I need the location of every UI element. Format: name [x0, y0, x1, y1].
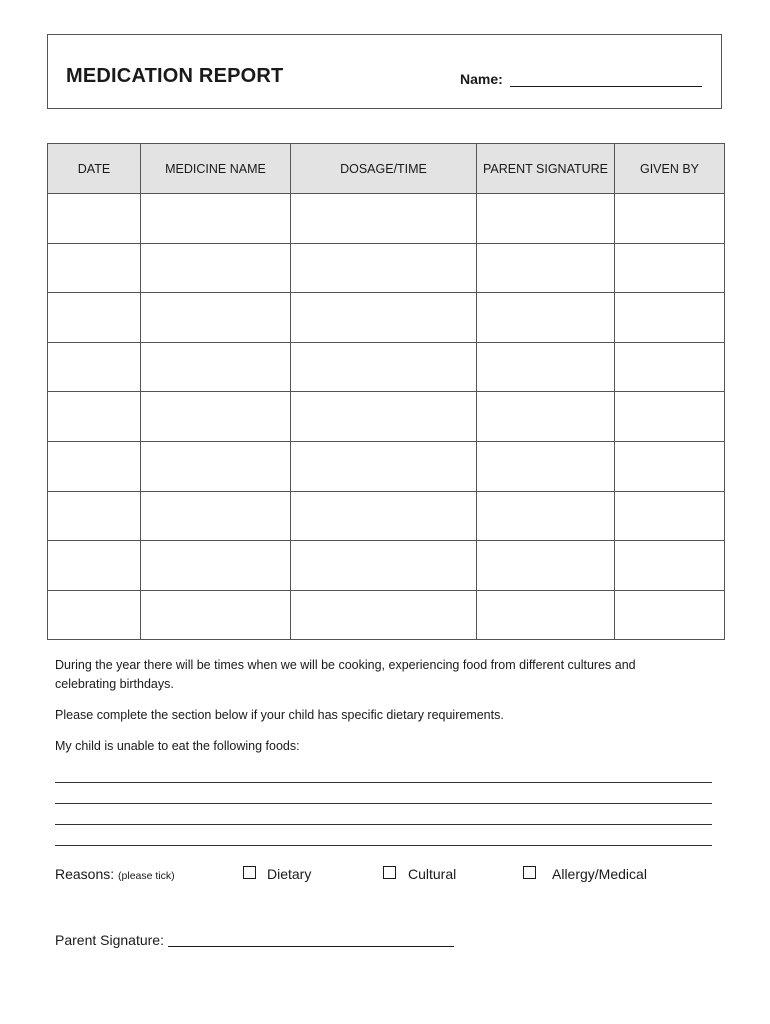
- dietary-intro: [55, 656, 636, 694]
- header-box: [47, 34, 722, 109]
- table-row: [48, 194, 725, 244]
- table-cell[interactable]: [291, 342, 477, 392]
- dietary-intro-line-1: During the year there will be times when we will be cooking, experiencing food from different cultures and: [55, 658, 636, 672]
- table-cell[interactable]: [477, 441, 615, 491]
- table-cell[interactable]: [615, 243, 725, 293]
- table-cell[interactable]: [615, 541, 725, 591]
- dietary-prompt: My child is unable to eat the following foods:: [55, 739, 300, 753]
- table-cell[interactable]: [141, 342, 291, 392]
- page-title: MEDICATION REPORT: [66, 65, 284, 87]
- table-cell[interactable]: [291, 441, 477, 491]
- column-header-given-by: GIVEN BY: [615, 144, 725, 194]
- table-row: [48, 342, 725, 392]
- table-header-row: [48, 144, 725, 194]
- table-cell[interactable]: [48, 441, 141, 491]
- allergy-medical-option-label: Allergy/Medical: [552, 866, 647, 882]
- table-cell[interactable]: [477, 590, 615, 640]
- table-cell[interactable]: [48, 491, 141, 541]
- table-cell[interactable]: [477, 293, 615, 343]
- table-cell[interactable]: [141, 194, 291, 244]
- food-write-line[interactable]: [55, 782, 712, 783]
- table-cell[interactable]: [48, 590, 141, 640]
- cultural-checkbox[interactable]: [383, 866, 396, 879]
- table-cell[interactable]: [291, 243, 477, 293]
- name-field[interactable]: [510, 86, 702, 87]
- dietary-option-label: Dietary: [267, 866, 312, 882]
- table-cell[interactable]: [141, 590, 291, 640]
- column-header-parent-signature: PARENT SIGNATURE: [477, 144, 615, 194]
- table-row: [48, 293, 725, 343]
- table-cell[interactable]: [48, 194, 141, 244]
- column-header-date: DATE: [48, 144, 141, 194]
- reasons-label: [55, 866, 175, 882]
- name-label: Name:: [460, 71, 503, 87]
- medication-table: [47, 143, 725, 640]
- table-cell[interactable]: [141, 392, 291, 442]
- table-row: [48, 590, 725, 640]
- table-cell[interactable]: [615, 194, 725, 244]
- table-cell[interactable]: [141, 541, 291, 591]
- table-cell[interactable]: [141, 293, 291, 343]
- table-cell[interactable]: [291, 293, 477, 343]
- table-cell[interactable]: [615, 342, 725, 392]
- dietary-intro-line-2: celebrating birthdays.: [55, 677, 174, 691]
- table-cell[interactable]: [141, 243, 291, 293]
- parent-signature-label: Parent Signature:: [55, 932, 164, 948]
- table-cell[interactable]: [48, 541, 141, 591]
- allergy-medical-checkbox[interactable]: [523, 866, 536, 879]
- food-write-line[interactable]: [55, 845, 712, 846]
- table-cell[interactable]: [477, 541, 615, 591]
- dietary-checkbox[interactable]: [243, 866, 256, 879]
- reasons-hint: (please tick): [118, 870, 175, 882]
- table-cell[interactable]: [291, 541, 477, 591]
- column-header-medicine-name: MEDICINE NAME: [141, 144, 291, 194]
- table-row: [48, 541, 725, 591]
- table-cell[interactable]: [48, 243, 141, 293]
- table-cell[interactable]: [477, 194, 615, 244]
- table-cell[interactable]: [615, 491, 725, 541]
- table-cell[interactable]: [291, 194, 477, 244]
- food-write-line[interactable]: [55, 824, 712, 825]
- table-cell[interactable]: [615, 590, 725, 640]
- parent-signature-field[interactable]: [168, 946, 454, 947]
- table-cell[interactable]: [48, 293, 141, 343]
- table-cell[interactable]: [477, 392, 615, 442]
- table-cell[interactable]: [477, 342, 615, 392]
- table-cell[interactable]: [48, 342, 141, 392]
- table-cell[interactable]: [291, 491, 477, 541]
- table-cell[interactable]: [477, 491, 615, 541]
- table-cell[interactable]: [141, 491, 291, 541]
- table-row: [48, 491, 725, 541]
- cultural-option-label: Cultural: [408, 866, 457, 882]
- table-cell[interactable]: [141, 441, 291, 491]
- table-cell[interactable]: [615, 392, 725, 442]
- table-row: [48, 243, 725, 293]
- table-cell[interactable]: [615, 293, 725, 343]
- table-cell[interactable]: [291, 590, 477, 640]
- table-row: [48, 441, 725, 491]
- dietary-instruction: Please complete the section below if your child has specific dietary requirements.: [55, 708, 504, 722]
- table-cell[interactable]: [291, 392, 477, 442]
- reasons-label-text: Reasons:: [55, 866, 115, 882]
- table-body: [48, 194, 725, 640]
- food-write-line[interactable]: [55, 803, 712, 804]
- table-cell[interactable]: [615, 441, 725, 491]
- table-cell[interactable]: [48, 392, 141, 442]
- column-header-dosage-time: DOSAGE/TIME: [291, 144, 477, 194]
- table-cell[interactable]: [477, 243, 615, 293]
- table-row: [48, 392, 725, 442]
